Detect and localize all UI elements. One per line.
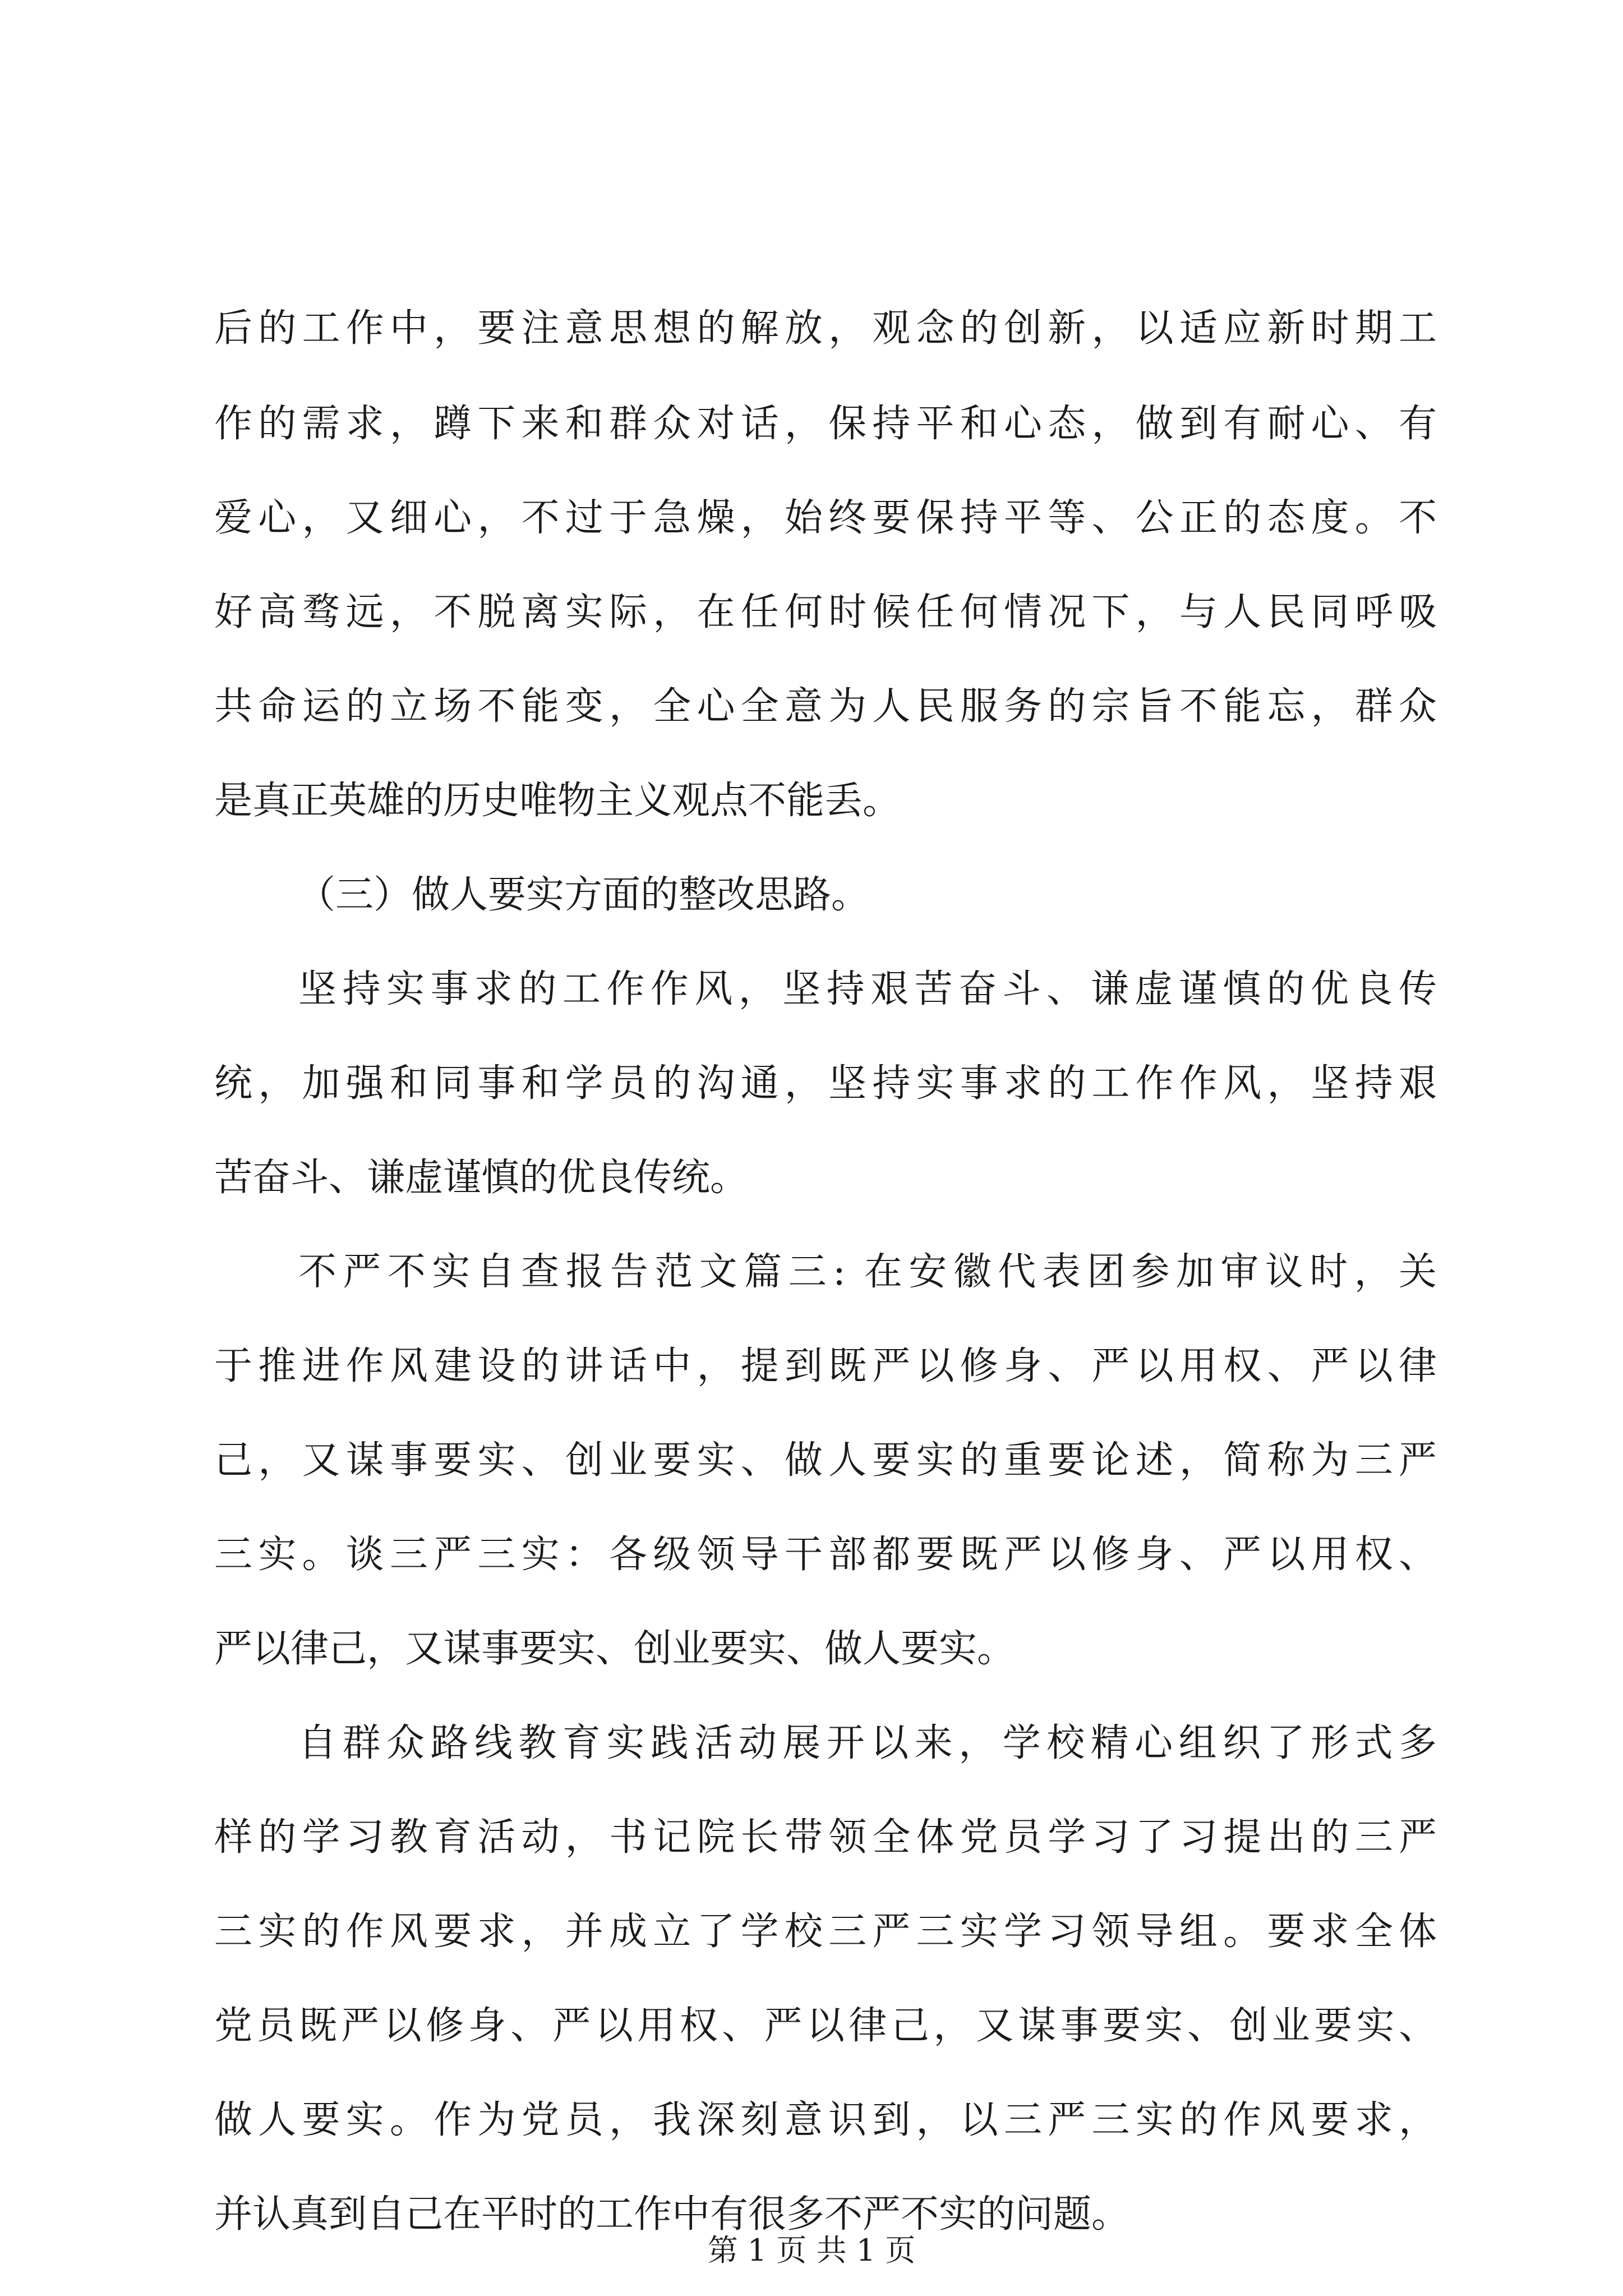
text-line: 作的需求，蹲下来和群众对话，保持平和心态，做到有耐心、有 xyxy=(214,402,1437,446)
text-line: 严以律己，又谋事要实、创业要实、做人要实。 xyxy=(214,1627,1016,1671)
text-line: 是真正英雄的历史唯物主义观点不能丢。 xyxy=(214,779,901,823)
text-line: 共命运的立场不能变，全心全意为人民服务的宗旨不能忘，群众 xyxy=(214,684,1437,729)
text-line: 苦奋斗、谦虚谨慎的优良传统。 xyxy=(214,1156,749,1200)
text-line: 统，加强和同事和学员的沟通，坚持实事求的工作作风，坚持艰 xyxy=(214,1061,1437,1106)
text-line: 坚持实事求的工作作风，坚持艰苦奋斗、谦虚谨慎的优良传 xyxy=(298,967,1437,1011)
text-line: 党员既严以修身、严以用权、严以律己，又谋事要实、创业要实、 xyxy=(214,2004,1437,2048)
text-line: 爱心，又细心，不过于急燥，始终要保持平等、公正的态度。不 xyxy=(214,496,1437,540)
text-line: 己，又谋事要实、创业要实、做人要实的重要论述，简称为三严 xyxy=(214,1438,1437,1483)
text-line: 自群众路线教育实践活动展开以来，学校精心组织了形式多 xyxy=(298,1721,1437,1765)
text-line: 做人要实。作为党员，我深刻意识到，以三严三实的作风要求， xyxy=(214,2098,1437,2142)
text-line: 不严不实自查报告范文篇三: 在安徽代表团参加审议时，关 xyxy=(298,1250,1437,1294)
text-line: 于推进作风建设的讲话中，提到既严以修身、严以用权、严以律 xyxy=(214,1344,1437,1388)
text-line: 好高骛远，不脱离实际，在任何时候任何情况下，与人民同呼吸 xyxy=(214,590,1437,634)
page-number: 第 1 页 共 1 页 xyxy=(707,2233,916,2268)
text-line: 三实。谈三严三实：各级领导干部都要既严以修身、严以用权、 xyxy=(214,1533,1437,1577)
text-line: 样的学习教育活动，书记院长带领全体党员学习了习提出的三严 xyxy=(214,1815,1437,1860)
text-line: 并认真到自己在平时的工作中有很多不严不实的问题。 xyxy=(214,2192,1130,2237)
text-line: 三实的作风要求，并成立了学校三严三实学习领导组。要求全体 xyxy=(214,1910,1437,1954)
text-line: 后的工作中，要注意思想的解放，观念的创新，以适应新时期工 xyxy=(214,306,1437,351)
section-heading-text: （三）做人要实方面的整改思路。 xyxy=(297,873,870,917)
